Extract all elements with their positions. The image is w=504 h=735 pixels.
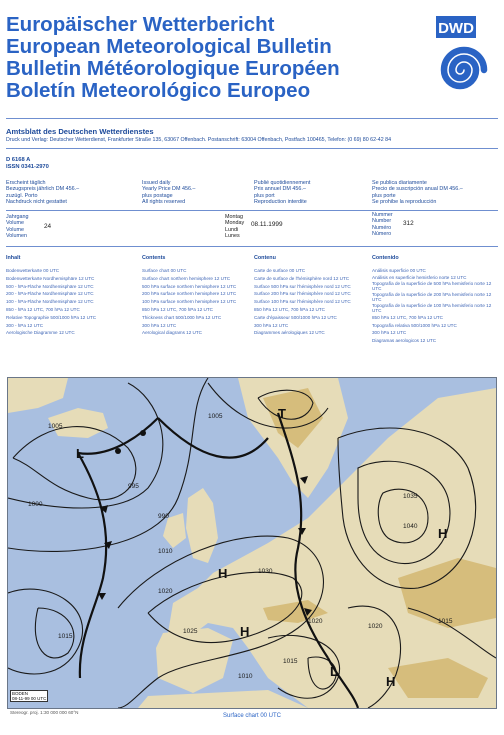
info-column-french: [254, 180, 310, 205]
toc-heading: Contenido: [372, 255, 399, 261]
info-line: plus port: [254, 192, 275, 199]
logo-text: DWD: [438, 20, 474, 37]
chart-stamp: [10, 690, 48, 702]
pressure-centre-label: H: [386, 674, 396, 689]
pressure-centre-label: L: [330, 664, 338, 679]
toc-item: Thickness chart 500/1000 hPa 12 UTC: [142, 314, 222, 320]
isobar-label: 1015: [58, 633, 73, 640]
isobar-label: 1035: [403, 493, 418, 500]
toc-item: Surface 100 hPa sur l'hémisphère nord 12 UTC: [254, 299, 351, 305]
isobar-label: 995: [128, 483, 139, 490]
info-line: zuzügl. Porto: [6, 192, 38, 199]
isobar-label: 1005: [208, 413, 223, 420]
toc-item: Aerological diagrams 12 UTC: [142, 330, 202, 336]
title-english: European Meteorological Bulletin: [6, 35, 332, 58]
toc-item: Relative Topographie 500/1000 hPa 12 UTC: [6, 314, 97, 320]
issue-number: 312: [403, 220, 414, 227]
toc-item: 300 hPa 12 UTC: [142, 322, 177, 328]
stamp-line: 08-11-99 00 UTC: [12, 696, 47, 701]
isobar-label: 1020: [158, 588, 173, 595]
toc-column-english: [142, 255, 252, 337]
volume-label: Volumen: [6, 232, 27, 239]
info-line: Se publica diariamente: [372, 180, 427, 186]
pressure-centre-label: H: [240, 624, 250, 639]
toc-item: Bodenwetterkarte 00 UTC: [6, 268, 60, 273]
catalog-code: D 6168 A: [6, 157, 31, 163]
toc-item: Carte de surface de l'hémisphère nord 12 UTC: [254, 275, 350, 281]
toc-item: Topografía de la superficie de 500 hPa hemisferio norte 12 UTC: [372, 280, 492, 291]
toc-item: Diagramas aerologicos 12 UTC: [372, 338, 437, 344]
toc-divider: [6, 246, 498, 247]
title-spanish: Boletín Meteorológico Europeo: [6, 79, 311, 102]
toc-item: Topografía relativa 500/1000 hPa 12 UTC: [372, 322, 457, 328]
info-line: Prix annuel DM 456.–: [254, 186, 306, 193]
toc-item: Topografía de la superficie de 200 hPa hemisferio norte 12 UTC: [372, 291, 492, 302]
surface-weather-map: [7, 377, 497, 709]
isobar-label: 990: [158, 513, 169, 520]
header-divider: [6, 118, 498, 119]
toc-item: Análisis superficie 00 UTC: [372, 268, 426, 273]
toc-heading: Contents: [142, 255, 166, 261]
toc-item: Diagrammes aérologiques 12 UTC: [254, 330, 325, 336]
toc-item: 850 hPa 12 UTC, 700 hPa 12 UTC: [372, 314, 443, 320]
volume-value: 24: [44, 223, 52, 230]
projection-scale: Stereogr. proj. 1:30 000 000 60°N: [10, 710, 79, 715]
toc-item: 100 hPa surface northern hemisphere 12 UTC: [142, 299, 237, 305]
info-column-english: [142, 180, 195, 205]
isobar-label: 1040: [403, 523, 418, 530]
toc-item: Surface chart 00 UTC: [142, 268, 187, 273]
info-line: Precio de suscripción anual DM 456.–: [372, 186, 463, 193]
info-line: Nachdruck nicht gestattet: [6, 198, 67, 205]
number-labels: [372, 212, 393, 237]
isobar-label: 1000: [28, 501, 43, 508]
info-line: Erscheint täglich: [6, 180, 46, 186]
toc-item: 300 - hPa 12 UTC: [6, 322, 44, 328]
isobar-label: 1020: [308, 618, 323, 625]
toc-item: Topografía de la superficie de 100 hPa hemisferio norte 12 UTC: [372, 302, 492, 313]
info-line: Yearly Price DM 456.–: [142, 186, 196, 193]
info-line: Se prohibe la reproducción: [372, 198, 437, 205]
toc-column-spanish: [372, 255, 500, 345]
weather-map-canvas: [8, 378, 496, 708]
volume-label: Jahrgang: [6, 214, 29, 220]
toc-item: Carte de surface 00 UTC: [254, 268, 306, 273]
number-label: Nummer: [372, 212, 393, 218]
isobar-label: 1015: [438, 618, 453, 625]
title-block: [6, 14, 426, 102]
isobar-label: 1010: [238, 673, 253, 680]
info-column-german: [6, 180, 79, 205]
issn-number: ISSN 0341-2970: [6, 164, 49, 170]
isobar-label: 1005: [48, 423, 63, 430]
dwd-spiral-logo-icon: [428, 14, 500, 106]
info-column-spanish: [372, 180, 463, 205]
toc-heading: Contenu: [254, 255, 276, 261]
day-label: Montag: [225, 214, 243, 220]
toc-item: Bodenwetterkarte Nordhemisphäre 12 UTC: [6, 275, 95, 281]
toc-item: 300 hPa 12 UTC: [254, 322, 289, 328]
catalog-info: [6, 157, 49, 171]
info-line: Reproduction interdite: [254, 198, 307, 205]
title-german: Europäischer Wetterbericht: [6, 13, 275, 36]
isobar-label: 1025: [183, 628, 198, 635]
toc-item: 200 hPa surface northern hemisphere 12 UTC: [142, 291, 237, 297]
address-divider: [6, 148, 498, 149]
info-line: Publié quotidiennement: [254, 180, 311, 186]
day-label: Lunes: [225, 232, 240, 239]
toc-item: 850 - hPa 12 UTC, 700 hPa 12 UTC: [6, 306, 80, 312]
volume-label: Volume: [6, 226, 24, 233]
isobar-label: 1020: [368, 623, 383, 630]
map-caption: Surface chart 00 UTC: [222, 713, 282, 719]
number-label: Número: [372, 230, 392, 237]
issue-date: 08.11.1999: [251, 221, 283, 228]
stamp-line: BODEN: [12, 691, 29, 696]
toc-item: Surface 200 hPa sur l'hémisphère nord 12 UTC: [254, 291, 351, 297]
toc-item: 100 - hPa-Fläche Nordhemisphäre 12 UTC: [6, 299, 94, 305]
toc-column-french: [254, 255, 368, 337]
day-labels: [225, 214, 244, 239]
info-line: plus postage: [142, 192, 173, 199]
volume-label: Volume: [6, 220, 24, 227]
day-label: Monday: [225, 220, 245, 227]
pressure-centre-label: H: [438, 526, 448, 541]
toc-item: 850 hPa 12 UTC, 700 hPa 12 UTC: [142, 306, 213, 312]
isobar-label: 1010: [158, 548, 173, 555]
toc-item: 300 hPa 12 UTC: [372, 330, 407, 336]
pressure-centre-label: L: [76, 446, 84, 461]
pressure-centre-label: H: [218, 566, 228, 581]
info-divider: [6, 210, 498, 211]
number-label: Number: [372, 218, 392, 225]
dwd-logo: [428, 14, 500, 106]
title-french: Bulletin Météorologique Européen: [6, 57, 340, 80]
isobar-label: 1015: [283, 658, 298, 665]
toc-item: Surface chart northern hemisphere 12 UTC: [142, 275, 231, 281]
number-label: Numéro: [372, 224, 392, 231]
toc-heading: Inhalt: [6, 255, 21, 261]
organization-name: Amtsblatt des Deutschen Wetterdienstes: [6, 127, 154, 136]
toc-item: 850 hPa 12 UTC, 700 hPa 12 UTC: [254, 306, 325, 312]
publisher-address: Druck und Verlag: Deutscher Wetterdienst, Frankfurter Straße 135, 63067 Offenbach. Postanschrift: 63004 Offenbach, Postfach 100465, Telefon: (0 69) 80 62-42 84: [6, 137, 392, 143]
toc-item: 200 - hPa-Fläche Nordhemisphäre 12 UTC: [6, 291, 94, 297]
info-line: plus porte: [372, 192, 396, 199]
toc-item: Aerologische Diagramme 12 UTC: [6, 330, 75, 336]
toc-item: Surface 500 hPa sur l'hémisphère nord 12 UTC: [254, 283, 351, 289]
pressure-centre-label: T: [278, 406, 286, 421]
toc-column-german: [6, 255, 136, 337]
isobar-label: 1030: [258, 568, 273, 575]
info-line: All rights reserved: [142, 198, 186, 205]
day-label: Lundi: [225, 226, 239, 233]
toc-item: Análisis en superficie hemisferio norte 12 UTC: [372, 274, 467, 280]
toc-item: 500 hPa surface northern hemisphere 12 UTC: [142, 283, 237, 289]
info-line: Issued daily: [142, 180, 171, 186]
toc-item: Carte d'épaisseur 500/1000 hPa 12 UTC: [254, 314, 337, 320]
info-line: Bezugspreis jährlich DM 456.–: [6, 186, 80, 193]
toc-item: 500 - hPa-Fläche Nordhemisphäre 12 UTC: [6, 283, 94, 289]
volume-labels: [6, 214, 28, 239]
